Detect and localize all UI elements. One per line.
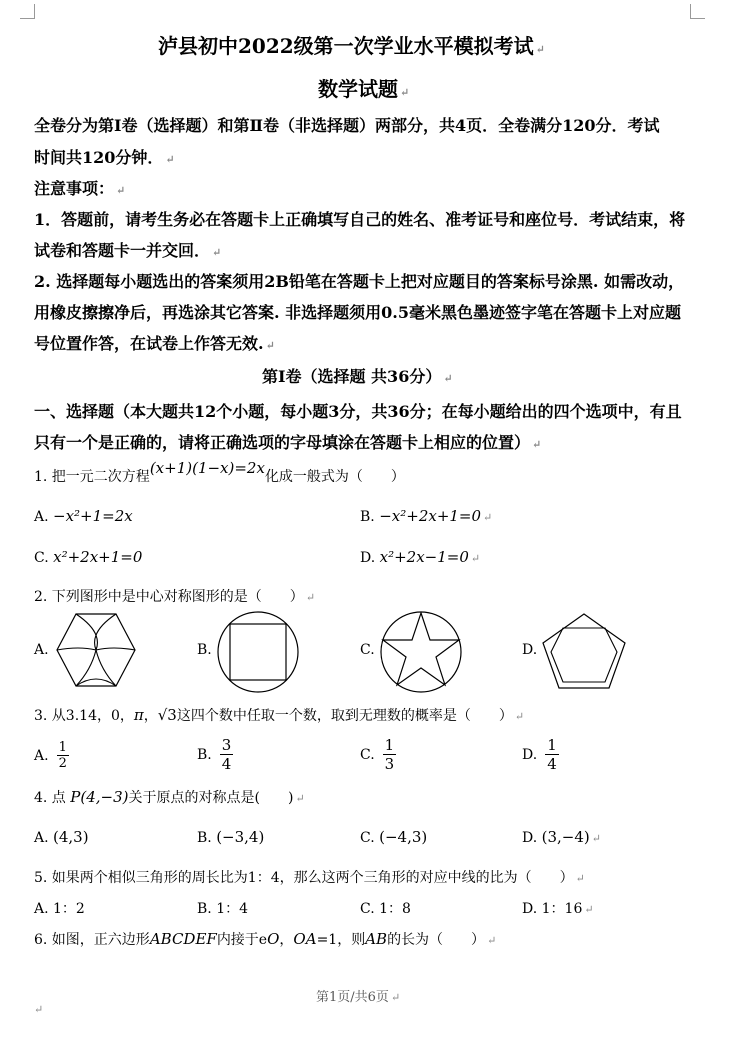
q4-option-d: D. (3,−4) ↵ bbox=[522, 828, 601, 846]
notice-1-line-2: 试卷和答题卡一并交回． ↵ bbox=[34, 241, 222, 260]
notice-1-line-1: 1．答题前，请考生务必在答题卡上正确填写自己的姓名、准考证号和座位号．考试结束，将 bbox=[34, 210, 686, 229]
q3-option-b: B. 3 4 bbox=[197, 736, 232, 773]
notice-2-line-1: 2. 选择题每小题选出的答案须用2B铅笔在答题卡上把对应题目的答案标号涂黑. 如需改动， bbox=[34, 272, 685, 291]
q2-figure-d-pentagon-hexagon bbox=[541, 612, 627, 690]
q2-option-d-label: D. bbox=[522, 642, 538, 658]
q5-option-b: B. 1：4 bbox=[197, 901, 249, 917]
question-5-stem: 5. 如果两个相似三角形的周长比为1：4，那么这两个三角形的对应中线的比为（ ） ↵ bbox=[34, 870, 585, 886]
q3-option-a: A. 1 2 bbox=[34, 740, 67, 771]
q2-figure-a-hexagon-petals bbox=[55, 612, 137, 688]
page-number-footer: 第1页/共6页 ↵ bbox=[316, 990, 401, 1005]
q1-option-b: B. −x²+2x+1=0 ↵ bbox=[360, 507, 493, 525]
trailing-paragraph-mark: ↵ bbox=[34, 1003, 44, 1016]
q2-option-c-label: C. bbox=[360, 642, 375, 658]
q3-option-d: D. 1 4 bbox=[522, 736, 557, 773]
question-3-stem: 3. 从3.14，0，π，√3这四个数中任取一个数，取到无理数的概率是（ ） ↵ bbox=[34, 706, 525, 724]
q4-option-a: A. (4,3) bbox=[34, 828, 89, 846]
question-6-stem: 6. 如图，正六边形ABCDEF内接于eO，OA=1，则AB的长为（ ） ↵ bbox=[34, 930, 497, 948]
question-2-stem: 2. 下列图形中是中心对称图形的是（ ） ↵ bbox=[34, 589, 316, 605]
notice-2-line-3: 号位置作答，在试卷上作答无效. ↵ bbox=[34, 334, 275, 353]
q4-option-c: C. (−4,3) bbox=[360, 828, 428, 846]
q5-option-d: D. 1：16 ↵ bbox=[522, 901, 594, 917]
q3-option-c: C. 1 3 bbox=[360, 736, 395, 773]
page-corner-mark-left bbox=[20, 4, 35, 19]
q2-figure-b-square-in-circle bbox=[216, 610, 300, 694]
q1-option-c: C. x²+2x+1=0 bbox=[34, 548, 143, 566]
intro-line-2: 时间共120分钟． ↵ bbox=[34, 148, 175, 167]
q1-option-d: D. x²+2x−1=0 ↵ bbox=[360, 548, 481, 566]
section-instruction-line-2: 只有一个是正确的，请将正确选项的字母填涂在答题卡上相应的位置） ↵ bbox=[34, 433, 542, 452]
q2-figure-c-star-in-circle bbox=[379, 610, 463, 694]
q2-option-b-label: B. bbox=[197, 642, 212, 658]
q5-option-a: A. 1：2 bbox=[34, 901, 85, 917]
question-4-stem: 4. 点 P(4,−3)关于原点的对称点是( ) ↵ bbox=[34, 788, 305, 806]
section-instruction-line-1: 一、选择题（本大题共12个小题，每小题3分，共36分；在每小题给出的四个选项中，有且 bbox=[34, 402, 682, 421]
page-corner-mark-right bbox=[690, 4, 705, 19]
intro-line-1: 全卷分为第Ⅰ卷（选择题）和第Ⅱ卷（非选择题）两部分，共4页．全卷满分120分．考试 bbox=[34, 116, 660, 135]
question-1-stem: 1. 把一元二次方程(x+1)(1−x)=2x化成一般式为（ ） bbox=[34, 459, 405, 485]
q5-option-c: C. 1：8 bbox=[360, 901, 411, 917]
exam-subtitle: 数学试题 ↵ bbox=[318, 77, 410, 101]
section-title: 第Ⅰ卷（选择题 共36分） ↵ bbox=[262, 367, 453, 386]
notice-title: 注意事项： ↵ bbox=[34, 179, 126, 198]
question-1-equation: (x+1)(1−x)=2x bbox=[149, 459, 265, 477]
q4-option-b: B. (−3,4) bbox=[197, 828, 265, 846]
q1-option-a: A. −x²+1=2x bbox=[34, 507, 133, 525]
notice-2-line-2: 用橡皮擦擦净后，再选涂其它答案. 非选择题须用0.5毫米黑色墨迹签字笔在答题卡上对应题 bbox=[34, 303, 681, 322]
exam-title: 泸县初中2022级第一次学业水平模拟考试 ↵ bbox=[158, 34, 545, 58]
q2-option-a-label: A. bbox=[34, 642, 49, 658]
